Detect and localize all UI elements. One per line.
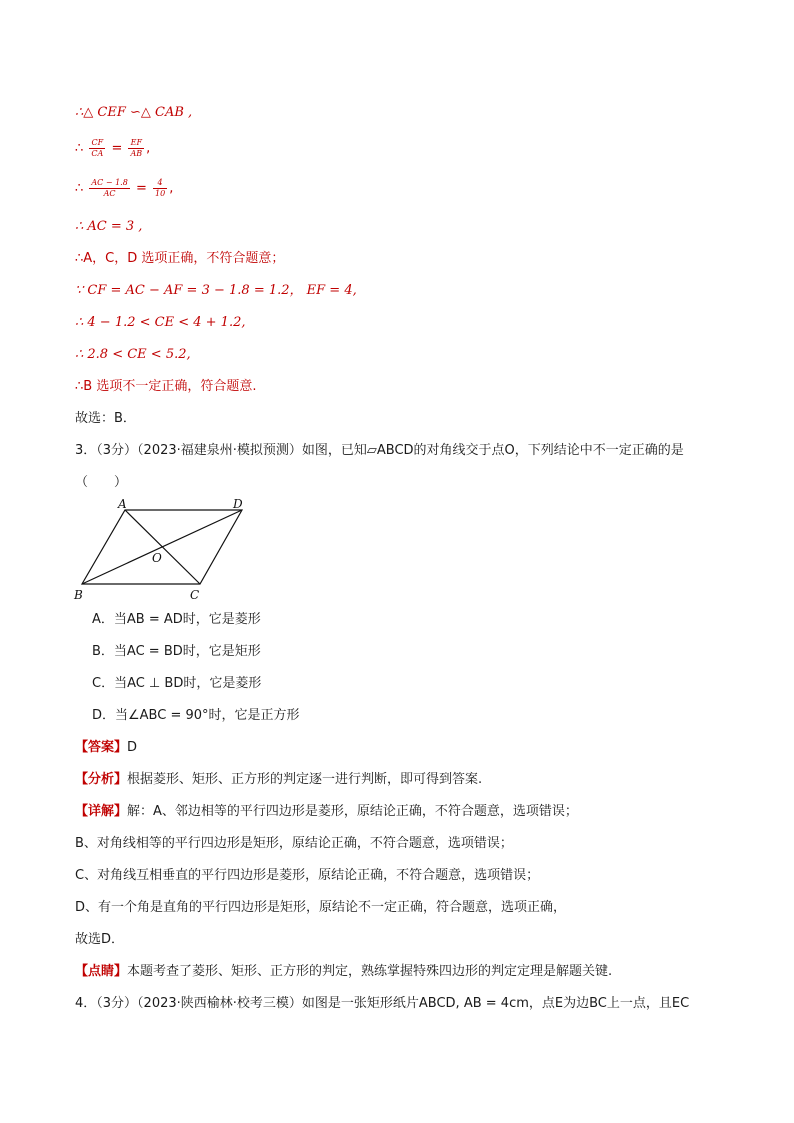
q3-stem-paren: （ ） xyxy=(75,475,128,490)
label-c: C xyxy=(190,588,200,602)
solution-line-ce-range1: ∴ 4 − 1.2 < CE < 4 + 1.2, xyxy=(75,315,246,330)
q3-stem: 3．（3分）（2023·福建泉州·模拟预测）如图，已知▱ABCD的对角线交于点O，下列结论中不一定正确的是 xyxy=(75,443,684,458)
solution-line-similar: ∴△ CEF ∽△ CAB , xyxy=(75,105,193,120)
label-b: B xyxy=(74,588,83,602)
label-a: A xyxy=(118,497,127,511)
solution-line-ratio: ∴ $\frac{CF}{CA}$ = $\frac{EF}{AB}$ , xyxy=(75,138,151,158)
q3-detail-d: D、有一个角是直角的平行四边形是矩形，原结论不一定正确，符合题意，选项正确， xyxy=(75,900,567,915)
q3-answer: 【答案】D xyxy=(75,740,138,755)
solution-line-b-incorrect: ∴B 选项不一定正确，符合题意. xyxy=(75,379,257,394)
solution-line-cf: ∵ CF = AC − AF = 3 − 1.8 = 1.2， EF = 4, xyxy=(75,283,357,298)
q3-detail-b: B、对角线相等的平行四边形是矩形，原结论正确，不符合题意，选项错误； xyxy=(75,836,513,851)
q3-analysis: 【分析】根据菱形、矩形、正方形的判定逐一进行判断，即可得到答案. xyxy=(75,772,483,787)
diagonal-bd xyxy=(82,510,242,584)
solution-line-choose: 故选：B． xyxy=(75,411,136,426)
q3-option-b: B．当AC = BD时，它是矩形 xyxy=(92,644,261,659)
q3-option-c: C．当AC ⊥ BD时，它是菱形 xyxy=(92,676,262,691)
q4-stem: 4．（3分）（2023·陕西榆林·校考三模）如图是一张矩形纸片ABCD, AB = 4cm，点E为边BC上一点，且EC xyxy=(75,996,690,1011)
solution-line-ac: ∴ AC = 3 , xyxy=(75,219,143,234)
solution-line-acd-correct: ∴A，C，D 选项正确，不符合题意； xyxy=(75,251,285,266)
q3-option-d: D．当∠ABC = 90°时，它是正方形 xyxy=(92,708,300,723)
solution-line-ce-range2: ∴ 2.8 < CE < 5.2, xyxy=(75,347,191,362)
q3-option-a: A．当AB = AD时，它是菱形 xyxy=(92,612,261,627)
label-o: O xyxy=(152,551,162,565)
label-d: D xyxy=(233,497,243,511)
solution-line-substitute: ∴ $\frac{AC - 1.8}{AC}$ = $\frac{4}{10}$ , xyxy=(75,178,174,198)
q3-detail: 【详解】解：A、邻边相等的平行四边形是菱形，原结论正确，不符合题意，选项错误； xyxy=(75,804,578,819)
q3-detail-c: C、对角线互相垂直的平行四边形是菱形，原结论正确，不符合题意，选项错误； xyxy=(75,868,540,883)
q3-choose: 故选D． xyxy=(75,932,125,947)
q3-comment: 【点睛】本题考查了菱形、矩形、正方形的判定，熟练掌握特殊四边形的判定定理是解题关键. xyxy=(75,964,613,979)
parallelogram-figure xyxy=(70,495,255,605)
